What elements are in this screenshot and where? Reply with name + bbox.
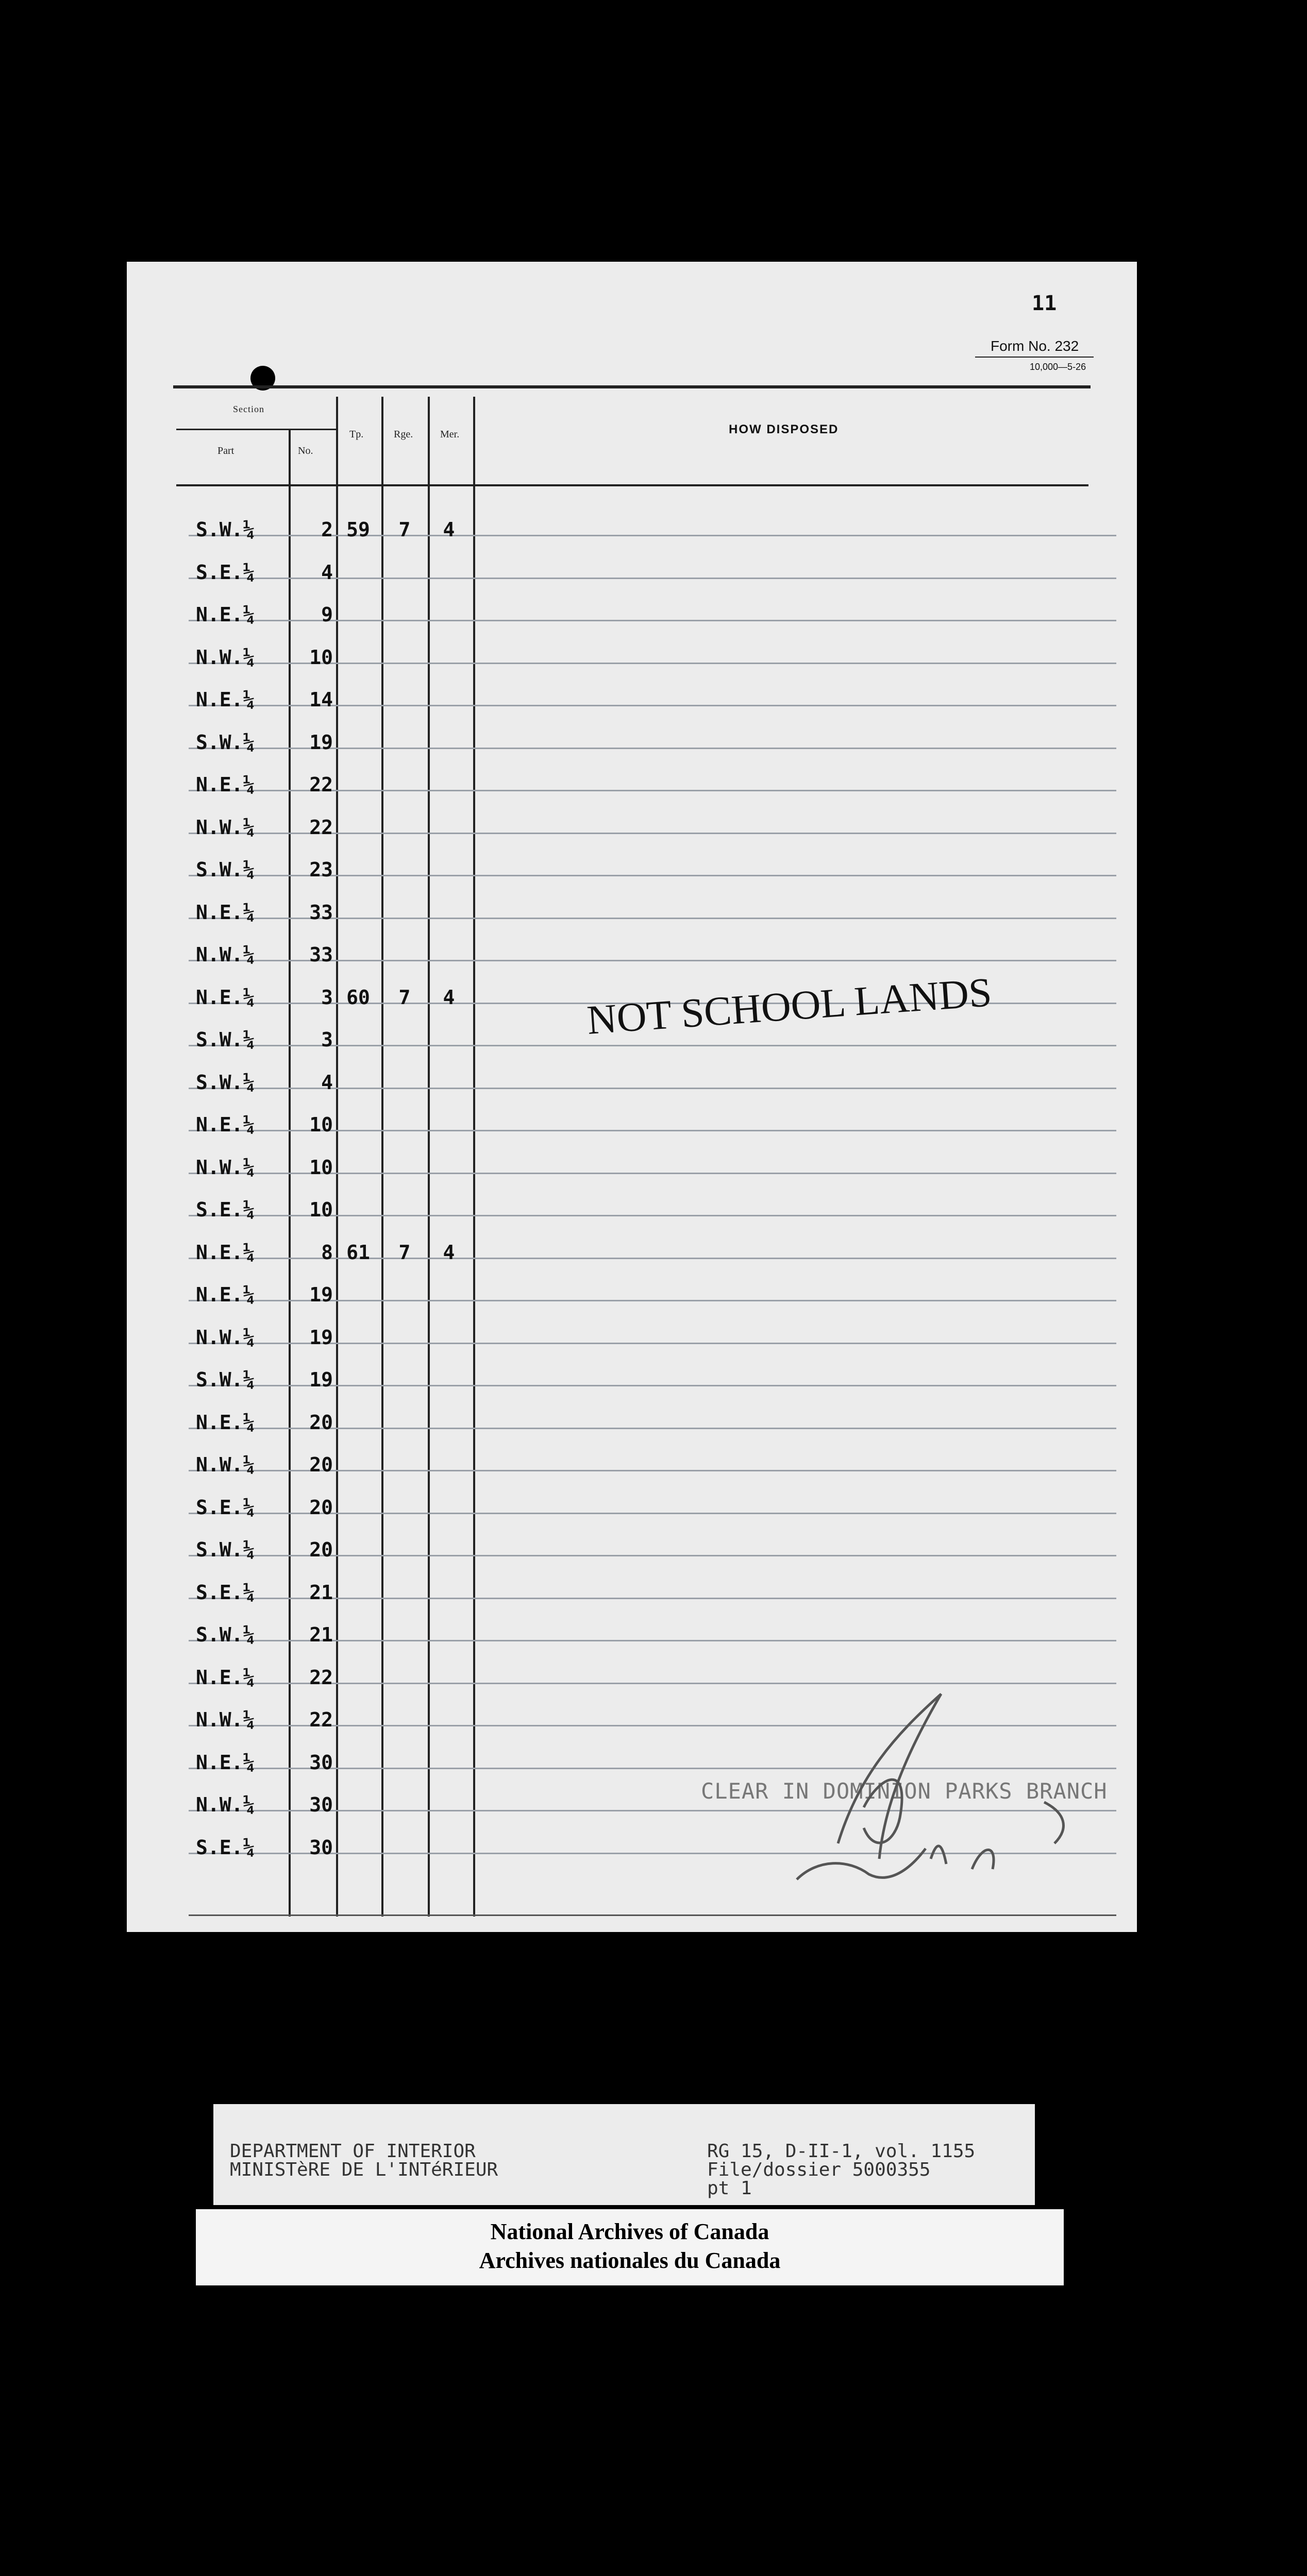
row-no: 3	[321, 986, 333, 1009]
row-part: N.E.¼	[196, 1241, 255, 1264]
row-no: 9	[321, 603, 333, 626]
header-bottom-rule	[176, 484, 1088, 486]
ref-rg: RG 15, D-II-1, vol. 1155	[707, 2141, 976, 2162]
department-text	[230, 2142, 498, 2179]
header-part: Part	[217, 445, 234, 456]
row-no: 19	[309, 1283, 333, 1306]
row-part: S.E.¼	[196, 1198, 255, 1221]
header-mer: Mer.	[440, 429, 460, 440]
row-part: N.W.¼	[196, 1326, 255, 1349]
row-no: 4	[321, 1071, 333, 1094]
row-part: S.W.¼	[196, 1028, 255, 1051]
row-no: 33	[309, 901, 333, 924]
form-subline: 10,000—5-26	[1030, 362, 1086, 372]
column-line-mer	[473, 397, 475, 1917]
bottom-rule	[189, 1914, 1116, 1916]
row-part: N.W.¼	[196, 943, 255, 966]
row-part: N.W.¼	[196, 816, 255, 839]
row-no: 23	[309, 858, 333, 881]
row-part: N.E.¼	[196, 1666, 255, 1689]
row-rge: 7	[398, 1241, 411, 1264]
header-how-disposed: HOW DISPOSED	[729, 422, 839, 436]
form-number: Form No. 232	[991, 338, 1079, 354]
row-part: S.E.¼	[196, 1581, 255, 1604]
header-no: No.	[298, 445, 313, 456]
row-no: 19	[309, 1368, 333, 1391]
header-tp: Tp.	[349, 429, 364, 440]
row-no: 19	[309, 1326, 333, 1349]
row-part: N.E.¼	[196, 901, 255, 924]
row-part: N.W.¼	[196, 646, 255, 669]
row-no: 30	[309, 1793, 333, 1816]
row-part: S.W.¼	[196, 1538, 255, 1561]
form-underline	[975, 357, 1094, 358]
row-no: 19	[309, 731, 333, 754]
row-no: 14	[309, 688, 333, 711]
row-no: 10	[309, 646, 333, 669]
row-no: 4	[321, 561, 333, 584]
row-part: N.E.¼	[196, 1113, 255, 1136]
row-mer: 4	[443, 986, 455, 1009]
row-no: 3	[321, 1028, 333, 1051]
row-tp: 60	[346, 986, 370, 1009]
row-part: S.W.¼	[196, 1623, 255, 1646]
row-no: 30	[309, 1751, 333, 1774]
row-part: S.E.¼	[196, 1836, 255, 1859]
row-no: 20	[309, 1538, 333, 1561]
row-no: 22	[309, 773, 333, 796]
row-no: 8	[321, 1241, 333, 1264]
row-part: N.W.¼	[196, 1793, 255, 1816]
row-part: N.E.¼	[196, 1751, 255, 1774]
row-no: 33	[309, 943, 333, 966]
row-part: S.E.¼	[196, 561, 255, 584]
row-part: S.E.¼	[196, 1496, 255, 1519]
reference-text	[707, 2142, 975, 2198]
column-line-tp	[381, 397, 383, 1917]
row-part: N.E.¼	[196, 603, 255, 626]
row-no: 22	[309, 1666, 333, 1689]
row-part: N.W.¼	[196, 1708, 255, 1731]
row-no: 22	[309, 1708, 333, 1731]
header-top-rule	[173, 385, 1091, 388]
row-part: N.E.¼	[196, 773, 255, 796]
row-no: 30	[309, 1836, 333, 1859]
row-no: 21	[309, 1623, 333, 1646]
row-no: 20	[309, 1453, 333, 1476]
not-school-lands-stamp: NOT SCHOOL LANDS	[585, 970, 994, 1043]
dept-en: DEPARTMENT OF INTERIOR	[230, 2141, 476, 2162]
row-no: 10	[309, 1198, 333, 1221]
ledger-sheet	[127, 262, 1137, 1932]
ref-file: File/dossier 5000355	[707, 2159, 931, 2180]
archive-reference-label	[213, 2104, 1035, 2205]
row-mer: 4	[443, 518, 455, 541]
row-no: 22	[309, 816, 333, 839]
row-part: S.W.¼	[196, 731, 255, 754]
archives-fr: Archives nationales du Canada	[479, 2248, 781, 2273]
row-part: S.W.¼	[196, 1368, 255, 1391]
row-part: N.W.¼	[196, 1156, 255, 1179]
column-line-no	[336, 397, 338, 1917]
clear-dominion-parks-stamp: CLEAR IN DOMINION PARKS BRANCH	[701, 1778, 1108, 1804]
row-tp: 59	[346, 518, 370, 541]
row-mer: 4	[443, 1241, 455, 1264]
row-part: N.E.¼	[196, 1283, 255, 1306]
row-part: S.W.¼	[196, 518, 255, 541]
ref-part: pt 1	[707, 2178, 752, 2199]
row-tp: 61	[346, 1241, 370, 1264]
row-part: S.W.¼	[196, 858, 255, 881]
row-part: N.W.¼	[196, 1453, 255, 1476]
archives-en: National Archives of Canada	[490, 2219, 769, 2244]
row-no: 21	[309, 1581, 333, 1604]
handwritten-signature	[776, 1673, 1085, 1890]
dept-fr: MINISTèRE DE L'INTéRIEUR	[230, 2159, 498, 2180]
row-no: 20	[309, 1496, 333, 1519]
row-no: 10	[309, 1156, 333, 1179]
row-no: 20	[309, 1411, 333, 1434]
row-part: N.E.¼	[196, 986, 255, 1009]
row-part: S.W.¼	[196, 1071, 255, 1094]
section-rule	[176, 429, 336, 430]
header-section: Section	[233, 404, 264, 414]
national-archives-banner	[196, 2209, 1064, 2285]
row-no: 2	[321, 518, 333, 541]
header-rge: Rge.	[394, 429, 413, 440]
page-number: 11	[1032, 292, 1057, 315]
column-line-rge	[428, 397, 430, 1917]
row-part: N.E.¼	[196, 688, 255, 711]
row-rge: 7	[398, 518, 411, 541]
row-no: 10	[309, 1113, 333, 1136]
row-part: N.E.¼	[196, 1411, 255, 1434]
row-rge: 7	[398, 986, 411, 1009]
